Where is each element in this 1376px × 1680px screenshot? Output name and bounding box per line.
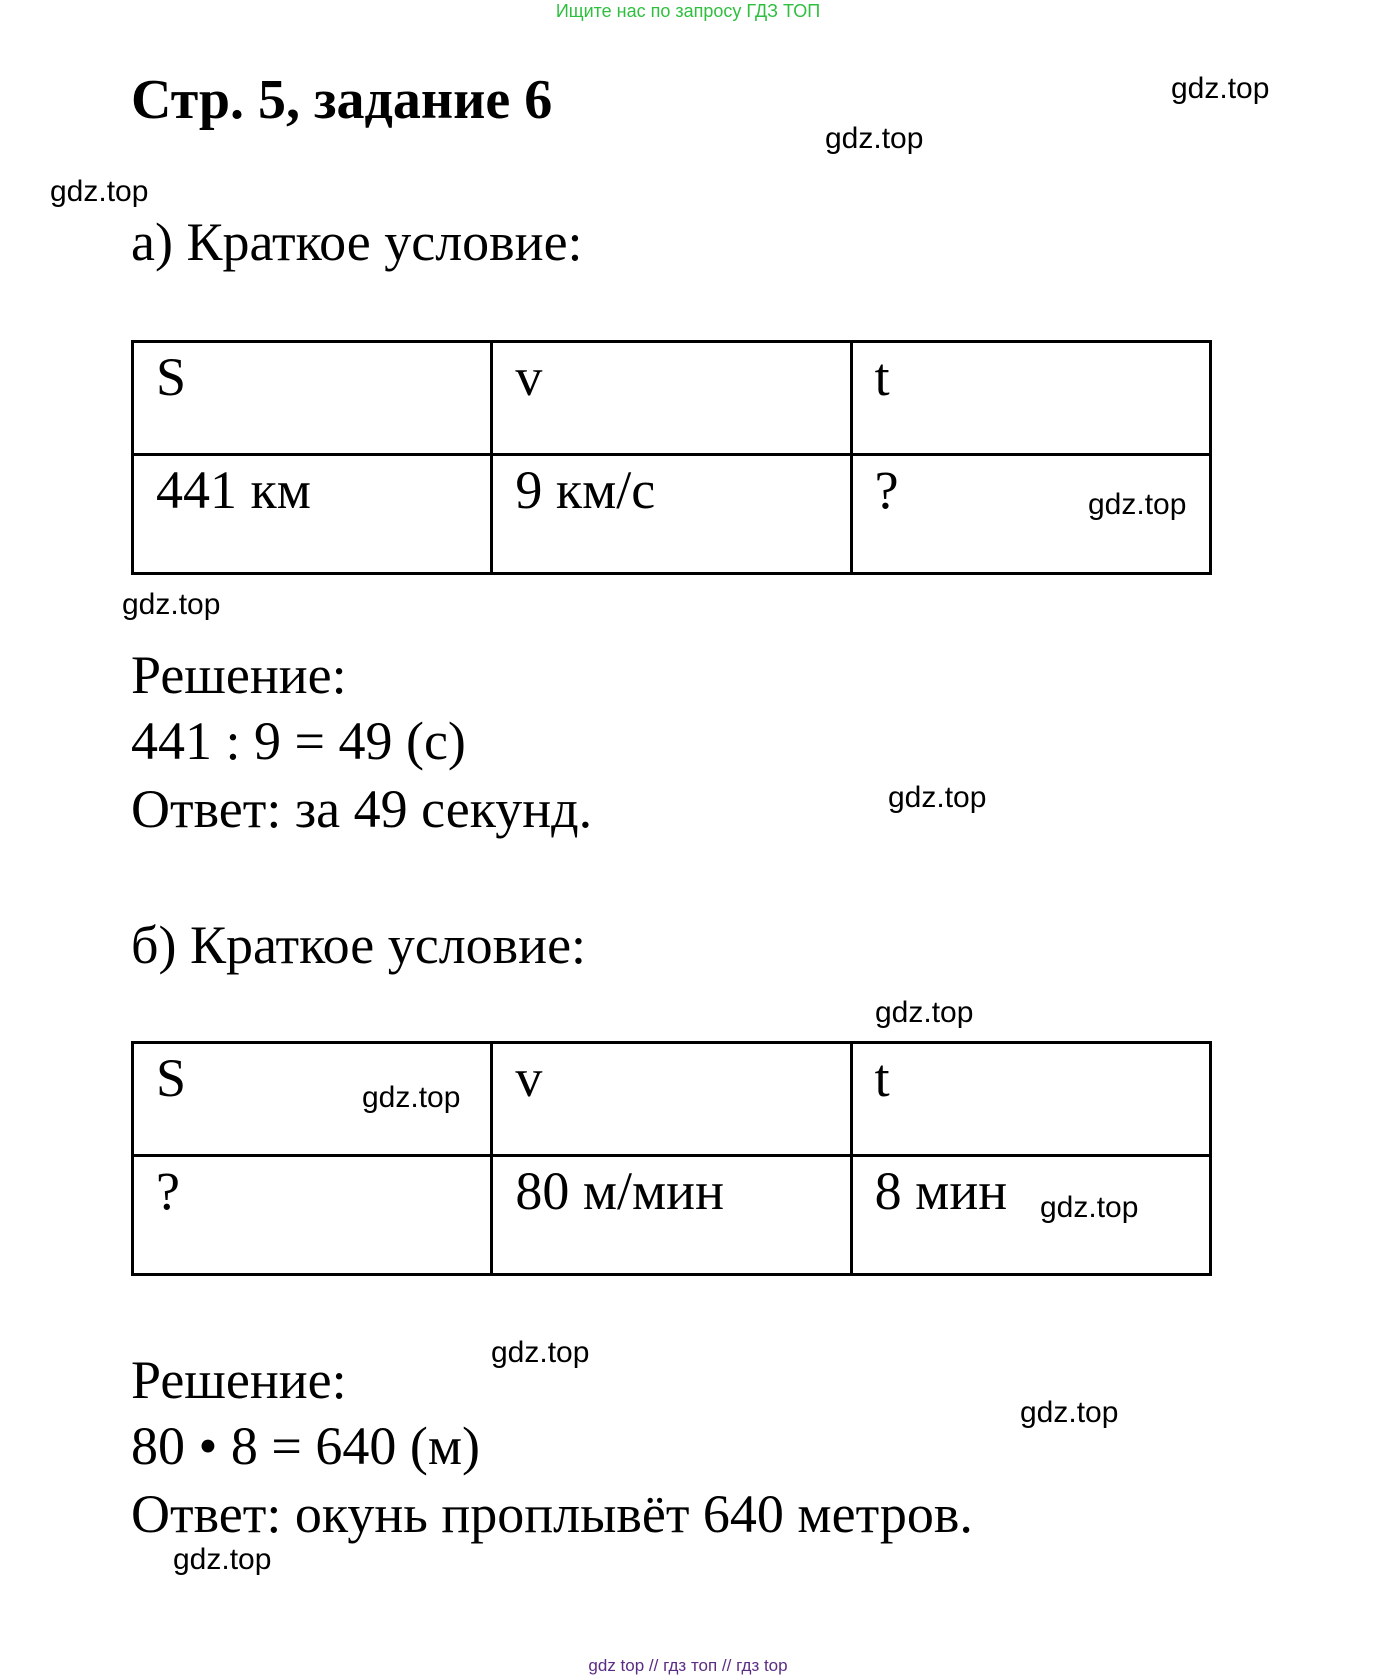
watermark: gdz.top: [1171, 72, 1270, 105]
table-cell-value: 80 м/мин: [492, 1156, 851, 1275]
part-b-table: [131, 1041, 1212, 1276]
part-b-answer: Ответ: окунь проплывёт 640 метров.: [131, 1484, 973, 1544]
table-cell-value: 8 мин: [851, 1156, 1210, 1275]
part-a-heading: а) Краткое условие:: [131, 212, 583, 272]
table-header-row: [133, 1043, 1211, 1156]
watermark: gdz.top: [888, 781, 987, 814]
table-cell-header: v: [492, 342, 851, 455]
watermark: gdz.top: [491, 1336, 590, 1369]
part-a-solution-label: Решение:: [131, 645, 347, 705]
table-value-row: [133, 455, 1211, 574]
table-cell-value: ?: [133, 1156, 492, 1275]
table-cell-header: S: [133, 342, 492, 455]
top-banner: Ищите нас по запросу ГДЗ ТОП: [555, 1, 821, 21]
watermark: gdz.top: [1088, 488, 1187, 521]
table-cell-header: t: [851, 342, 1210, 455]
part-a-table: [131, 340, 1212, 575]
table-cell-header: v: [492, 1043, 851, 1156]
table-cell-value: 9 км/с: [492, 455, 851, 574]
watermark: gdz.top: [1040, 1191, 1139, 1224]
table-cell-header: t: [851, 1043, 1210, 1156]
watermark: gdz.top: [122, 588, 221, 621]
watermark: gdz.top: [173, 1543, 272, 1576]
page-title: Стр. 5, задание 6: [131, 69, 553, 131]
part-b-solution-label: Решение:: [131, 1350, 347, 1410]
table-cell-value: 441 км: [133, 455, 492, 574]
table-cell-value: ?: [851, 455, 1210, 574]
table-cell-header: S: [133, 1043, 492, 1156]
table-header-row: [133, 342, 1211, 455]
part-b-calculation: 80 • 8 = 640 (м): [131, 1416, 480, 1476]
watermark: gdz.top: [1020, 1396, 1119, 1429]
part-b-heading: б) Краткое условие:: [131, 915, 587, 975]
watermark: gdz.top: [825, 122, 924, 155]
part-a-answer: Ответ: за 49 секунд.: [131, 779, 593, 839]
part-a-calculation: 441 : 9 = 49 (с): [131, 711, 466, 771]
footer-links: gdz top // гдз топ // гдз top: [588, 1656, 788, 1675]
watermark: gdz.top: [875, 996, 974, 1029]
watermark: gdz.top: [362, 1081, 461, 1114]
watermark: gdz.top: [50, 175, 149, 208]
